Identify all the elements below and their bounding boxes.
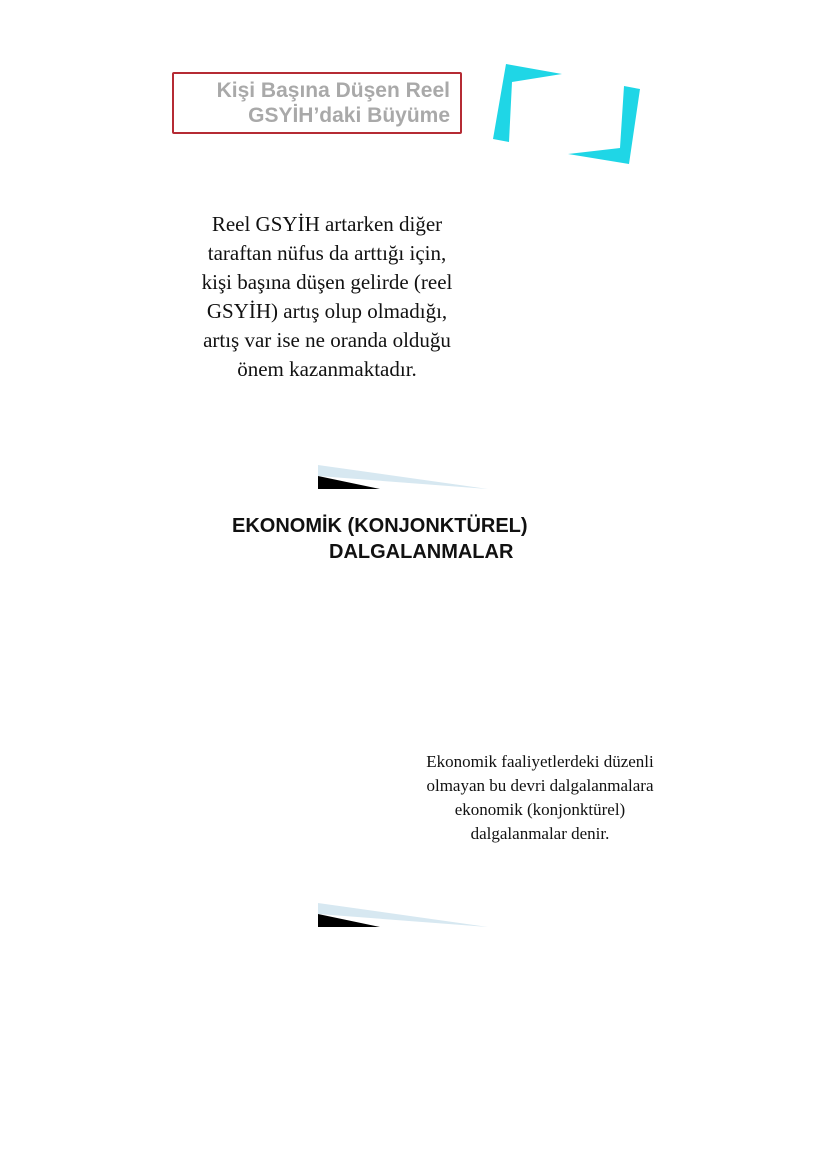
corner-bracket-top-left [493,64,562,142]
wedge-decoration [318,465,488,491]
body-line: dalgalanmalar denir. [470,824,610,843]
body-line: artış var ise ne oranda olduğu [203,328,451,352]
body-line: kişi başına düşen gelirde (reel [201,270,453,294]
body-line: taraftan nüfus da arttığı için, [207,241,447,265]
section-heading [232,513,592,565]
body-line: GSYİH) artış olup olmadığı, [206,299,448,323]
section-heading-line-2: DALGALANMALAR [329,541,514,563]
body-line: ekonomik (konjonktürel) [454,800,626,819]
body-line: önem kazanmaktadır. [237,357,417,381]
body-line: Reel GSYİH artarken diğer [211,212,443,236]
slide-body-text [172,210,482,384]
wedge-decoration [318,903,488,929]
slide-title-box [172,72,462,134]
section-body-text [398,750,682,846]
corner-bracket-bottom-right [568,86,640,164]
body-line: Ekonomik faaliyetlerdeki düzenli [426,752,654,771]
slide-title-line-2: GSYİH’daki Büyüme [248,104,450,127]
slide-title-line-1: Kişi Başına Düşen Reel [216,79,450,102]
section-heading-line-1: EKONOMİK (KONJONKTÜREL) [232,515,528,537]
body-line: olmayan bu devri dalgalanmalara [426,776,654,795]
corner-bracket-decoration [488,62,648,168]
